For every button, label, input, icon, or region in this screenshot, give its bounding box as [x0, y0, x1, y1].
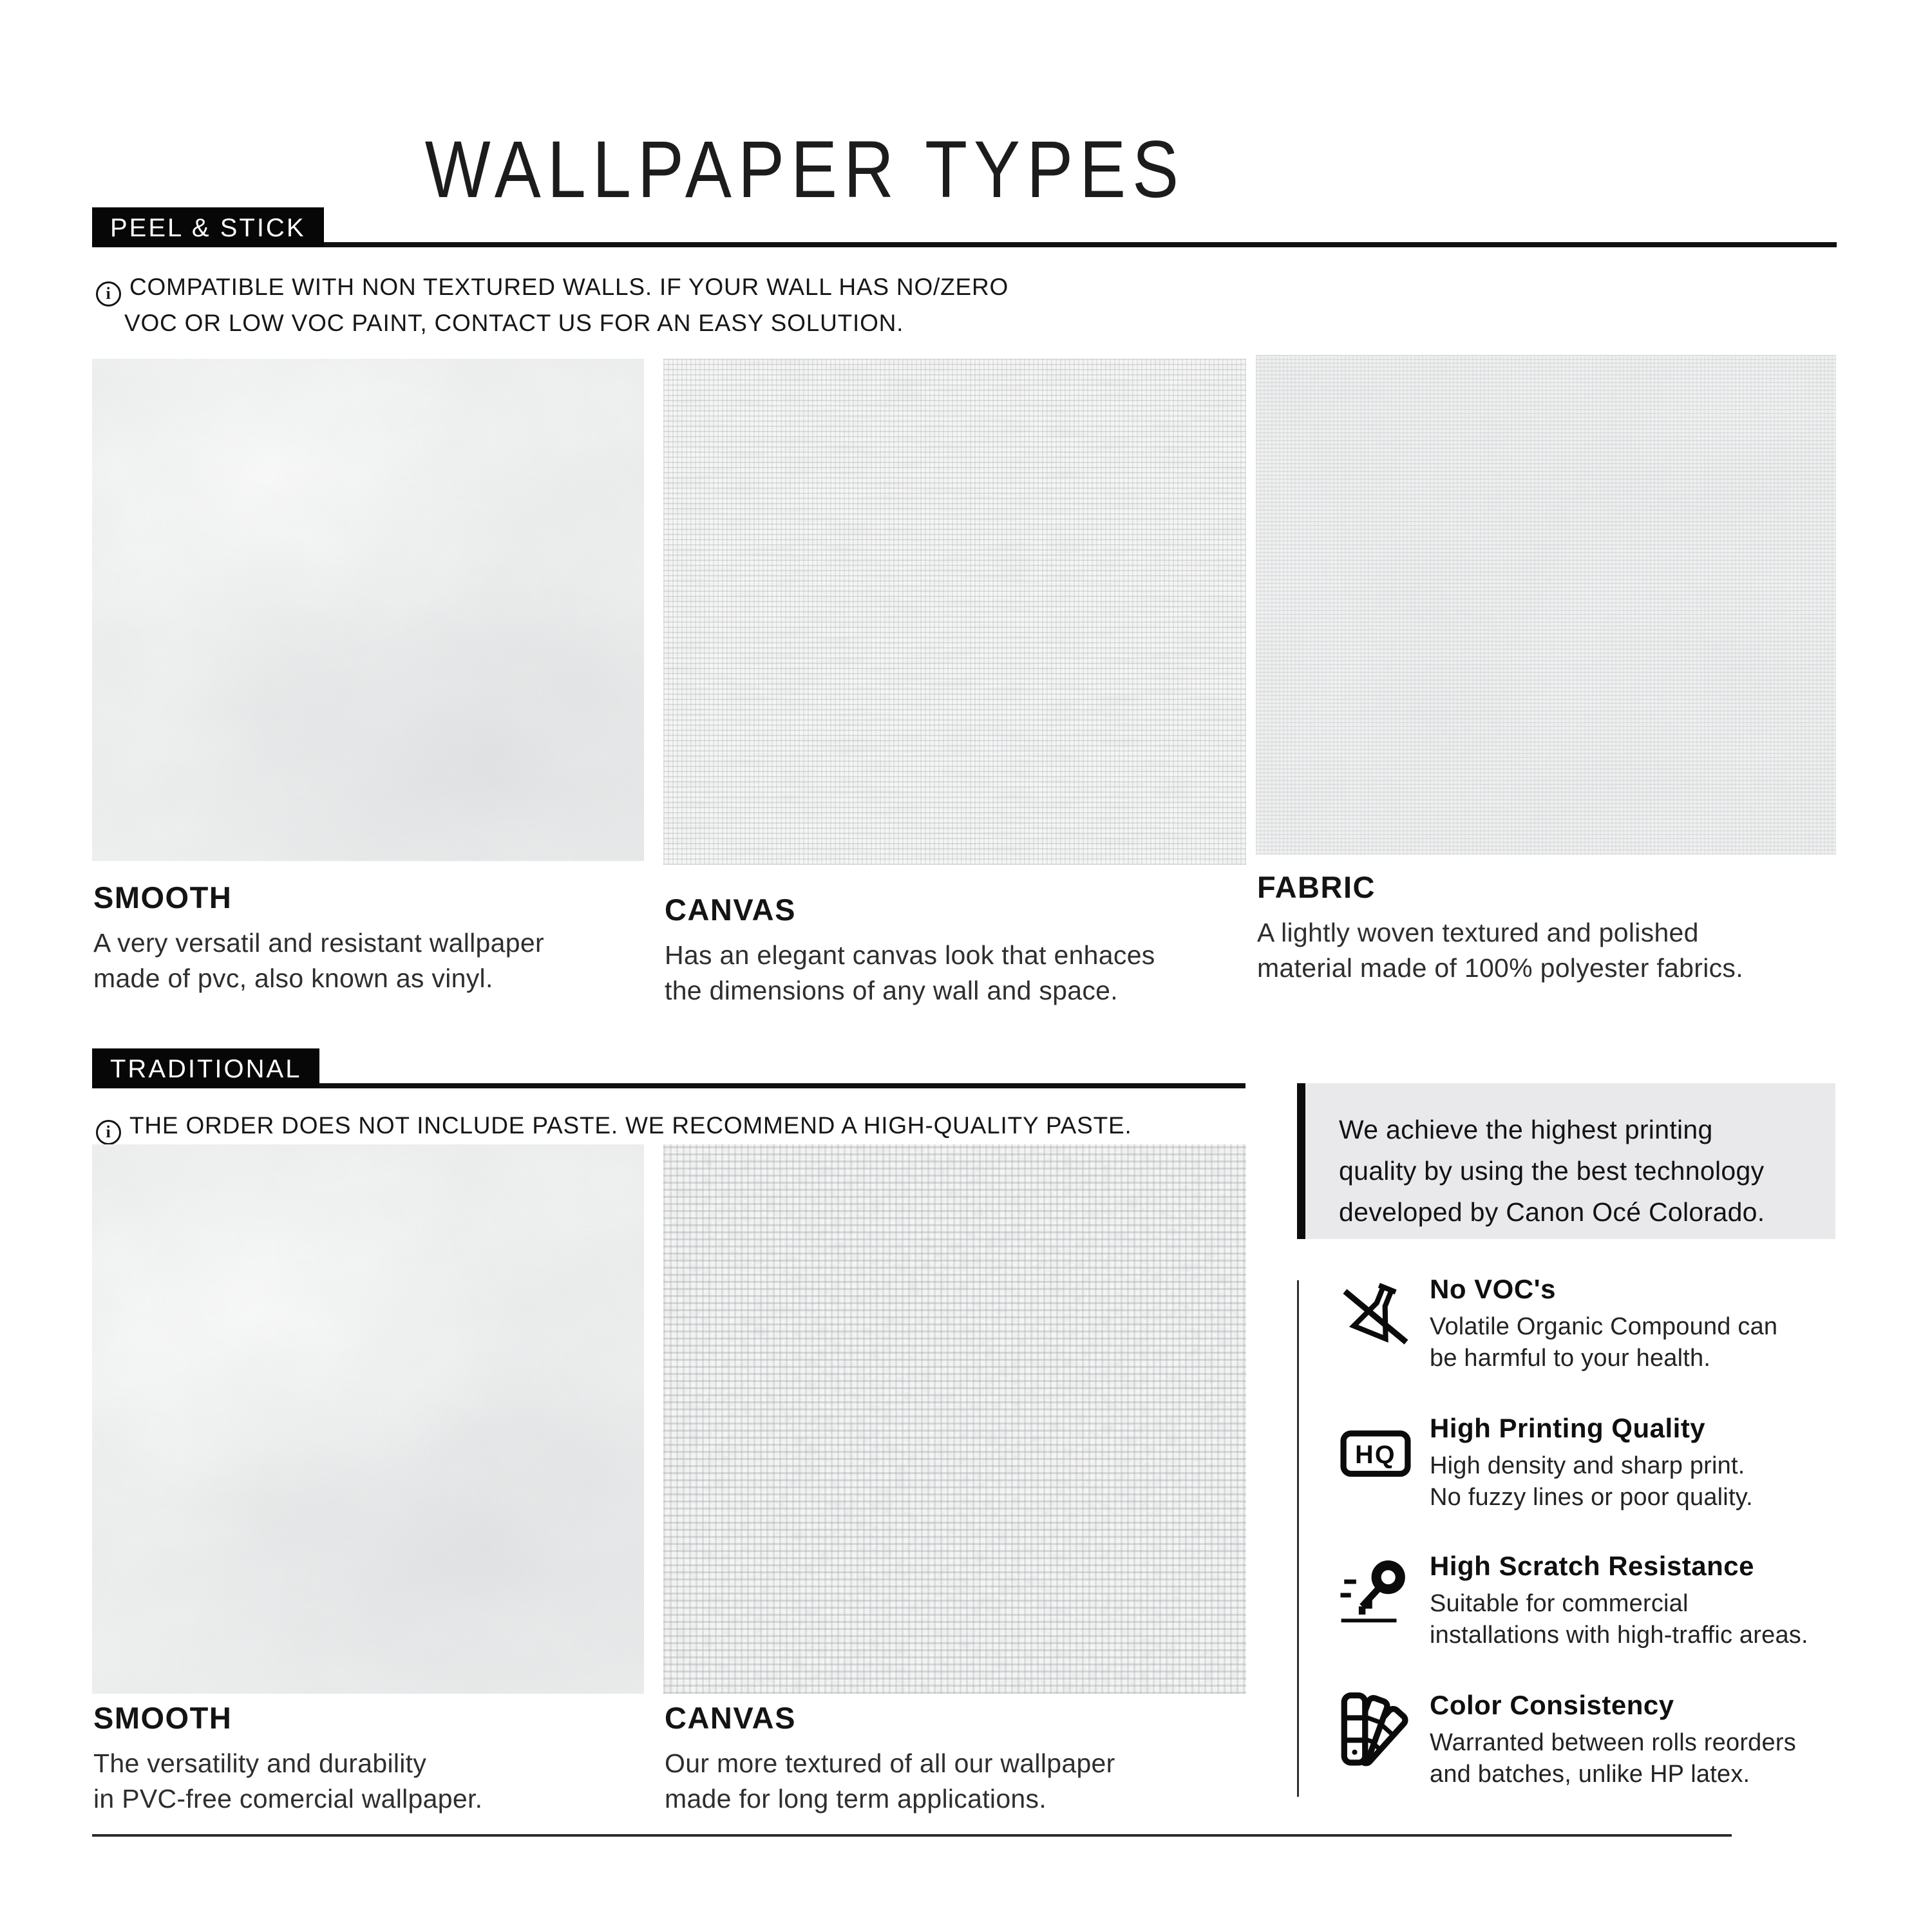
- feature-description: [1430, 1588, 1850, 1651]
- fabric-caption: [1257, 869, 1743, 986]
- printing-quality-callout: [1297, 1083, 1835, 1239]
- fabric-texture-noise: [1256, 355, 1836, 855]
- feature-color-consistency: [1334, 1690, 1850, 1790]
- section-badge-traditional: TRADITIONAL: [92, 1048, 319, 1088]
- smooth-traditional-caption: [93, 1700, 482, 1817]
- hq-icon-label: HQ: [1355, 1441, 1396, 1470]
- quality-line: developed by Canon Océ Colorado.: [1339, 1197, 1765, 1227]
- type-title: SMOOTH: [93, 880, 232, 914]
- features-vertical-rule: [1297, 1280, 1299, 1797]
- smooth-caption: [93, 880, 544, 996]
- feature-description: [1430, 1311, 1850, 1374]
- desc-line: made of pvc, also known as vinyl.: [93, 963, 493, 993]
- type-description: [93, 1746, 482, 1817]
- desc-line: A very versatil and resistant wallpaper: [93, 928, 544, 958]
- info-icon: i: [96, 1120, 121, 1145]
- smooth-texture-swatch: [92, 359, 644, 861]
- note-line-2: VOC OR LOW VOC PAINT, CONTACT US FOR AN EASY SOLUTION.: [124, 309, 904, 336]
- feature-desc-line: Warranted between rolls reorders: [1430, 1729, 1796, 1756]
- feature-title: High Printing Quality: [1430, 1413, 1706, 1443]
- page-title: WALLPAPER TYPES: [424, 124, 1186, 215]
- canvas-texture-noise: [663, 359, 1246, 865]
- feature-high-scratch-resistance: [1334, 1551, 1850, 1651]
- feature-desc-line: Suitable for commercial: [1430, 1590, 1689, 1617]
- traditional-section-note: [96, 1109, 1132, 1145]
- type-description: [665, 938, 1155, 1009]
- type-title: CANVAS: [665, 1701, 796, 1735]
- color-swatches-icon: [1338, 1692, 1413, 1767]
- feature-title: Color Consistency: [1430, 1690, 1674, 1720]
- feature-description: [1430, 1727, 1850, 1790]
- smooth-traditional-texture-swatch: [92, 1144, 644, 1694]
- type-title: FABRIC: [1257, 870, 1376, 904]
- desc-line: Has an elegant canvas look that enhaces: [665, 940, 1155, 970]
- desc-line: A lightly woven textured and polished: [1257, 918, 1699, 947]
- note-line-1: i THE ORDER DOES NOT INCLUDE PASTE. WE RECOMMEND A HIGH-QUALITY PASTE.: [96, 1112, 1132, 1139]
- feature-high-printing-quality: [1334, 1413, 1850, 1513]
- peel-section-rule: [92, 242, 1837, 247]
- quality-line: quality by using the best technology: [1339, 1156, 1765, 1186]
- smooth-texture-noise: [92, 1144, 644, 1694]
- hq-badge-icon: [1338, 1416, 1413, 1490]
- desc-line: in PVC-free comercial wallpaper.: [93, 1784, 483, 1814]
- scratch-key-icon: [1338, 1553, 1413, 1628]
- feature-description: [1430, 1450, 1850, 1513]
- quality-line: We achieve the highest printing: [1339, 1115, 1713, 1144]
- peel-section-note: [96, 270, 1009, 340]
- canvas-texture-swatch: [663, 359, 1246, 865]
- smooth-texture-noise: [92, 359, 644, 861]
- no-voc-flask-icon: [1338, 1276, 1413, 1351]
- section-badge-peel-and-stick: PEEL & STICK: [92, 207, 324, 247]
- desc-line: the dimensions of any wall and space.: [665, 976, 1118, 1005]
- desc-line: material made of 100% polyester fabrics.: [1257, 953, 1743, 983]
- feature-title: No VOC's: [1430, 1274, 1557, 1304]
- feature-desc-line: be harmful to your health.: [1430, 1345, 1711, 1372]
- printing-quality-text: [1339, 1109, 1816, 1233]
- note-line-1: i COMPATIBLE WITH NON TEXTURED WALLS. IF YOUR WALL HAS NO/ZERO: [96, 274, 1009, 300]
- canvas-traditional-texture-swatch: [663, 1144, 1246, 1694]
- canvas-caption: [665, 892, 1155, 1009]
- type-description: [93, 925, 544, 996]
- type-title: CANVAS: [665, 893, 796, 927]
- feature-no-voc: [1334, 1274, 1850, 1374]
- feature-desc-line: Volatile Organic Compound can: [1430, 1313, 1778, 1340]
- desc-line: The versatility and durability: [93, 1748, 427, 1778]
- feature-title: High Scratch Resistance: [1430, 1551, 1755, 1581]
- feature-desc-line: No fuzzy lines or poor quality.: [1430, 1484, 1753, 1511]
- bottom-rule: [92, 1834, 1732, 1837]
- fabric-texture-swatch: [1256, 355, 1836, 855]
- type-description: [665, 1746, 1115, 1817]
- info-icon: i: [96, 281, 121, 307]
- type-description: [1257, 915, 1743, 986]
- rough-canvas-texture-noise: [663, 1144, 1246, 1694]
- feature-desc-line: and batches, unlike HP latex.: [1430, 1761, 1750, 1788]
- feature-desc-line: High density and sharp print.: [1430, 1452, 1745, 1479]
- feature-desc-line: installations with high-traffic areas.: [1430, 1622, 1808, 1649]
- desc-line: Our more textured of all our wallpaper: [665, 1748, 1115, 1778]
- type-title: SMOOTH: [93, 1701, 232, 1735]
- canvas-traditional-caption: [665, 1700, 1115, 1817]
- desc-line: made for long term applications.: [665, 1784, 1047, 1814]
